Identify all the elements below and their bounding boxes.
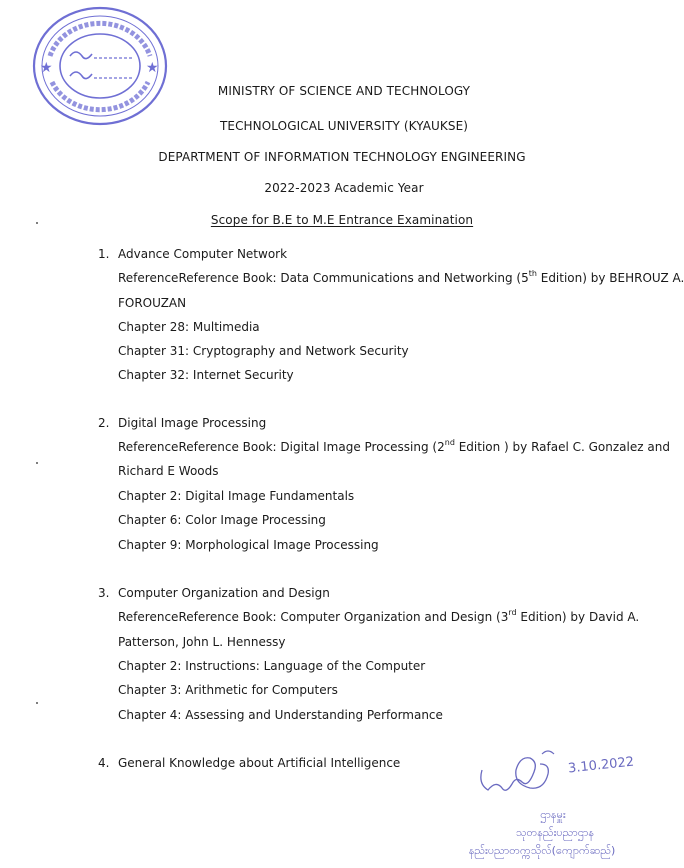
reference-book <box>118 608 640 625</box>
reference-text: Reference Book: Digital Image Processing (2 <box>178 440 445 454</box>
section-number: 3. <box>98 586 110 600</box>
stamp-department: သုတနည်းပညာဌာန <box>515 826 595 839</box>
reference-author: Richard E Woods <box>118 464 219 478</box>
reference-author: Patterson, John L. Hennessy <box>118 635 286 649</box>
chapter-item: Chapter 28: Multimedia <box>118 320 260 334</box>
reference-author: FOROUZAN <box>118 296 187 310</box>
reference-rest <box>178 270 684 286</box>
reference-text: Reference Book: Computer Organization and Design (3 <box>178 610 509 624</box>
svg-text:★: ★ <box>40 60 53 76</box>
chapter-item: Chapter 31: Cryptography and Network Security <box>118 344 409 358</box>
section-number: 2. <box>98 416 110 430</box>
chapter-item: Chapter 2: Digital Image Fundamentals <box>118 489 355 503</box>
edition-superscript: nd <box>444 438 455 447</box>
section-number: 1. <box>98 247 110 261</box>
chapter-item: Chapter 32: Internet Security <box>118 368 294 382</box>
scan-mark <box>36 702 38 704</box>
reference-word: Reference <box>118 440 179 454</box>
chapter-item: Chapter 9: Morphological Image Processing <box>118 538 379 552</box>
section-title: Digital Image Processing <box>118 416 267 430</box>
scope-title: Scope for B.E to M.E Entrance Examination <box>210 213 474 227</box>
section-title: General Knowledge about Artificial Intelligence <box>118 756 401 770</box>
reference-text-suffix: Edition) by David A. <box>516 610 640 624</box>
scan-mark <box>36 222 38 224</box>
reference-text-suffix: Edition ) by Rafael C. Gonzalez and <box>454 440 670 454</box>
chapter-item: Chapter 3: Arithmetic for Computers <box>118 683 338 697</box>
reference-text-suffix: Edition) by BEHROUZ A. <box>536 271 684 285</box>
section-title: Computer Organization and Design <box>118 586 330 600</box>
chapter-item: Chapter 4: Assessing and Understanding Performance <box>118 708 443 722</box>
reference-word: Reference <box>118 271 179 285</box>
university-heading: TECHNOLOGICAL UNIVERSITY (KYAUKSE) <box>219 119 469 133</box>
reference-word: Reference <box>118 610 179 624</box>
edition-superscript: th <box>528 269 537 278</box>
edition-superscript: rd <box>508 608 517 617</box>
reference-book <box>118 269 684 286</box>
reference-text: Reference Book: Data Communications and Networking (5 <box>178 271 529 285</box>
section-title: Advance Computer Network <box>118 247 288 261</box>
department-heading: DEPARTMENT OF INFORMATION TECHNOLOGY ENGINEERING <box>158 150 526 164</box>
official-round-seal-icon <box>28 2 172 130</box>
svg-text:★: ★ <box>146 60 159 76</box>
signature-date: 3.10.2022 <box>567 754 635 777</box>
stamp-university: နည်းပညာတက္ကသိုလ်(ကျောက်ဆည်) <box>468 844 616 857</box>
chapter-item: Chapter 2: Instructions: Language of the Computer <box>118 659 426 673</box>
academic-year: 2022-2023 Academic Year <box>264 181 424 195</box>
reference-book <box>118 438 670 455</box>
chapter-item: Chapter 6: Color Image Processing <box>118 513 326 527</box>
section-number: 4. <box>98 756 110 770</box>
reference-rest <box>178 609 639 625</box>
handwritten-signature-icon <box>470 742 655 802</box>
reference-rest <box>178 439 670 455</box>
scan-mark <box>36 462 38 464</box>
stamp-head-title: ဌာနမှူး <box>540 808 566 821</box>
ministry-heading: MINISTRY OF SCIENCE AND TECHNOLOGY <box>217 84 471 98</box>
